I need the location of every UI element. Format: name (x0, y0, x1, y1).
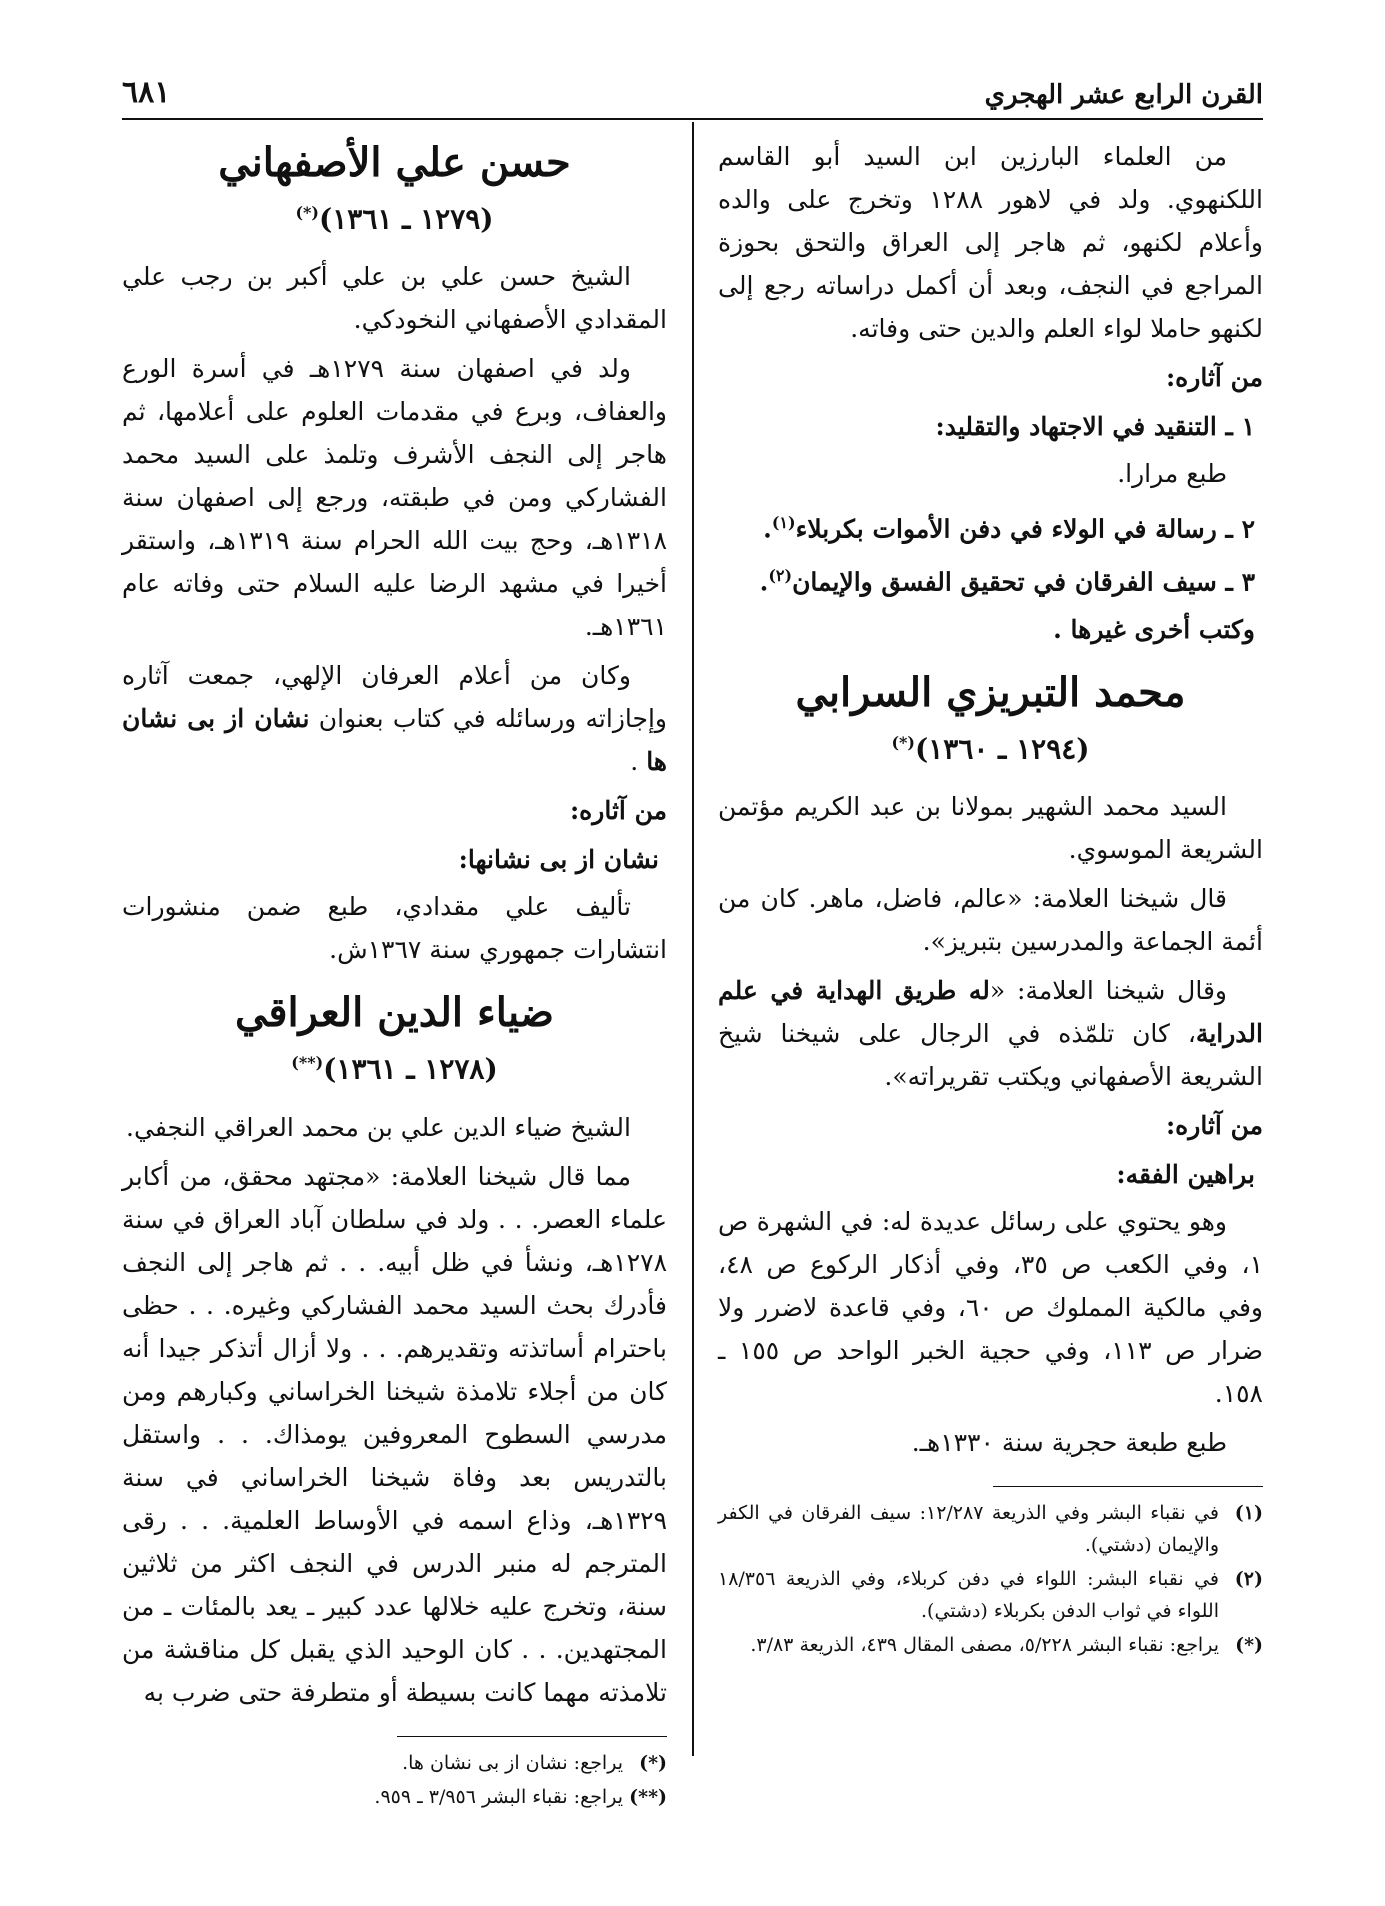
footnote-ref: (١) (771, 513, 796, 532)
footnote-text: في نقباء البشر وفي الذريعة ١٢/٢٨٧: سيف الفرقان في الكفر والإيمان (دشتي). (718, 1501, 1219, 1556)
bio-paragraph: مما قال شيخنا العلامة: «مجتهد محقق، من أكابر علماء العصر. . . ولد في سلطان آباد العراق في سنة ١٢٧٨هـ، ونشأ في ظل أبيه. . . ثم هاجر إلى النجف فأدرك بحث السيد محمد الفشاركي وغيره. . . حظى باحترام أساتذته وتقديرهم. . . ولا أزال أتذكر جيدا أنه كان من أجلاء تلامذة شيخنا الخراساني وكبارهم ومن مدرسي السطوح المعروفين يومذاك. . . واستقل بالتدريس بعد وفاة شيخنا الخراساني في سنة ١٣٢٩هـ، وذاع اسمه في الأوساط العلمية. . . رقى المترجم له منبر الدرس في النجف اكثر من ثلاثين سنة، وتخرج عليه خلالها عدد كبير ـ يعد بالمئات ـ من المجتهدين. . . كان الوحيد الذي يقبل كل مناقشة من تلامذته مهما كانت بسيطة أو متطرفة حتى ضرب به (122, 1161, 667, 1707)
footnote-text: في نقباء البشر: اللواء في دفن كربلاء، وفي الذريعة ١٨/٣٥٦ اللواء في ثواب الدفن بكربلاء (دشتي). (718, 1567, 1219, 1622)
work-item: براهين الفقه: (1116, 1159, 1255, 1189)
biography-dates (718, 721, 1263, 771)
intro-paragraph: من العلماء البارزين ابن السيد أبو القاسم اللكنهوي. ولد في لاهور ١٢٨٨ وتخرج على والده وأعلام لكنهو، ثم هاجر إلى العراق والتحق بحوزة المراجع في النجف، وبعد أن أكمل دراساته رجع إلى لكنهو حاملا لواء العلم والدين حتى وفاته. (718, 142, 1263, 343)
dates-text: (١٢٧٩ ـ ١٣٦١) (319, 202, 494, 236)
text-span: . (630, 747, 647, 777)
footnote (718, 1563, 1263, 1627)
biography-title: محمد التبريزي السرابي (795, 668, 1186, 716)
text-span: ، كان تلمّذه في الرجال على شيخنا شيخ الشريعة الأصفهاني ويكتب تقريراته». (718, 1018, 1263, 1091)
work-item: ٢ ـ رسالة في الولاء في دفن الأموات بكربلاء$^{(١)}$. (763, 513, 1255, 544)
work-title: ٢ ـ رسالة في الولاء في دفن الأموات بكربلاء (795, 514, 1255, 544)
right-column (718, 135, 1263, 1663)
footnote-mark: (٢) (1234, 1567, 1263, 1590)
footnotes (122, 1747, 667, 1813)
works-label: من آثاره: (1165, 363, 1263, 392)
footnote-ref: (**) (291, 1053, 324, 1073)
footnote-rule (993, 1486, 1263, 1487)
bio-paragraph: ولد في اصفهان سنة ١٢٧٩هـ في أسرة الورع والعفاف، وبرع في مقدمات العلوم على أعلامها، ثم هاجر إلى النجف الأشرف وتلمذ على السيد محمد الفشاركي ومن في طبقته، ورجع إلى اصفهان سنة ١٣١٨هـ، وحج بيت الله الحرام سنة ١٣١٩هـ، واستقر أخيرا في مشهد الرضا عليه السلام حتى وفاته عام ١٣٦١هـ. (122, 354, 668, 642)
footnote-rule (397, 1736, 667, 1737)
bio-paragraph: قال شيخنا العلامة: «عالم، فاضل، ماهر. كان من أئمة الجماعة والمدرسين بتبريز». (718, 883, 1263, 956)
bold-span: نشان از بى نشان ها (122, 704, 667, 777)
bio-paragraph (122, 654, 667, 783)
work-item: ١ ـ التنقيد في الاجتهاد والتقليد: (935, 412, 1255, 441)
bio-paragraph (718, 969, 1263, 1098)
footnote-text: يراجع: نقباء البشر ٣/٩٥٦ ـ ٩٥٩. (374, 1785, 623, 1808)
footnote-mark: (*) (1235, 1633, 1263, 1656)
bio-paragraph: السيد محمد الشهير بمولانا بن عبد الكريم مؤتمن الشريعة الموسوي. (718, 791, 1263, 864)
text-span: وكان من أعلام العرفان الإلهي، جمعت آثاره وإجازاته ورسائله في كتاب بعنوان (122, 661, 667, 734)
running-head: القرن الرابع عشر الهجري (984, 80, 1263, 110)
works-label: من آثاره: (1165, 1110, 1263, 1140)
page-number: ٦٨١ (122, 75, 171, 110)
footnote (718, 1629, 1263, 1661)
dates-text: (١٢٩٤ ـ ١٣٦٠) (915, 731, 1090, 765)
page-header (122, 68, 1263, 120)
footnote-text: يراجع: نشان از بى نشان ها. (402, 1751, 623, 1774)
biography-title: حسن علي الأصفهاني (218, 139, 571, 186)
bio-paragraph: الشيخ ضياء الدين علي بن محمد العراقي النجفي. (126, 1112, 631, 1142)
footnote-ref: (*) (295, 203, 319, 222)
biography-title: ضياء الدين العراقي (234, 989, 554, 1037)
work-title: ٣ ـ سيف الفرقان في تحقيق الفسق والإيمان (792, 567, 1255, 597)
text-span: وقال شيخنا العلامة: « (989, 975, 1227, 1005)
work-item: نشان از بى نشانها: (458, 845, 659, 875)
work-note: طبع مرارا. (1117, 459, 1227, 488)
bold-span: له طريق الهداية في علم الدراية (718, 975, 1263, 1048)
footnote-ref: (٢) (768, 566, 793, 586)
footnote-mark: (*) (639, 1751, 667, 1774)
column-divider (692, 122, 694, 1756)
biography-dates (122, 191, 667, 241)
footnote (122, 1747, 667, 1779)
footnote (718, 1497, 1263, 1561)
footnotes (718, 1497, 1263, 1661)
dates-text: (١٢٧٨ ـ ١٣٦١) (323, 1052, 498, 1086)
footnote-ref: (*) (891, 732, 915, 752)
work-description: وهو يحتوي على رسائل عديدة له: في الشهرة ص ١، وفي الكعب ص ٣٥، وفي أذكار الركوع ص ٤٨، وفي مالكية المملوك ص ٦٠، وفي قاعدة لاضرر ولا ضرار ص ١١٣، وفي حجية الخبر الواحد ص ١٥٥ ـ ١٥٨. (718, 1206, 1263, 1408)
bio-paragraph: الشيخ حسن علي بن علي أكبر بن رجب علي المقدادي الأصفهاني النخودكي. (122, 262, 667, 335)
left-column (122, 135, 667, 1815)
print-note: طبع طبعة حجرية سنة ١٣٣٠هـ. (911, 1427, 1227, 1457)
biography-dates (122, 1041, 667, 1091)
works-label: من آثاره: (569, 796, 667, 826)
other-books: وكتب أخرى غيرها . (1053, 614, 1255, 644)
footnote (122, 1781, 667, 1813)
footnote-mark: (**) (629, 1785, 667, 1808)
work-description: تأليف علي مقدادي، طبع ضمن منشورات انتشارات جمهوري سنة ١٣٦٧ش. (122, 892, 667, 965)
footnote-text: يراجع: نقباء البشر ٥/٢٢٨، مصفى المقال ٤٣٩، الذريعة ٣/٨٣. (750, 1633, 1219, 1656)
work-item: ٣ ـ سيف الفرقان في تحقيق الفسق والإيمان$^{(٢)}$. (759, 566, 1255, 597)
footnote-mark: (١) (1234, 1501, 1263, 1524)
